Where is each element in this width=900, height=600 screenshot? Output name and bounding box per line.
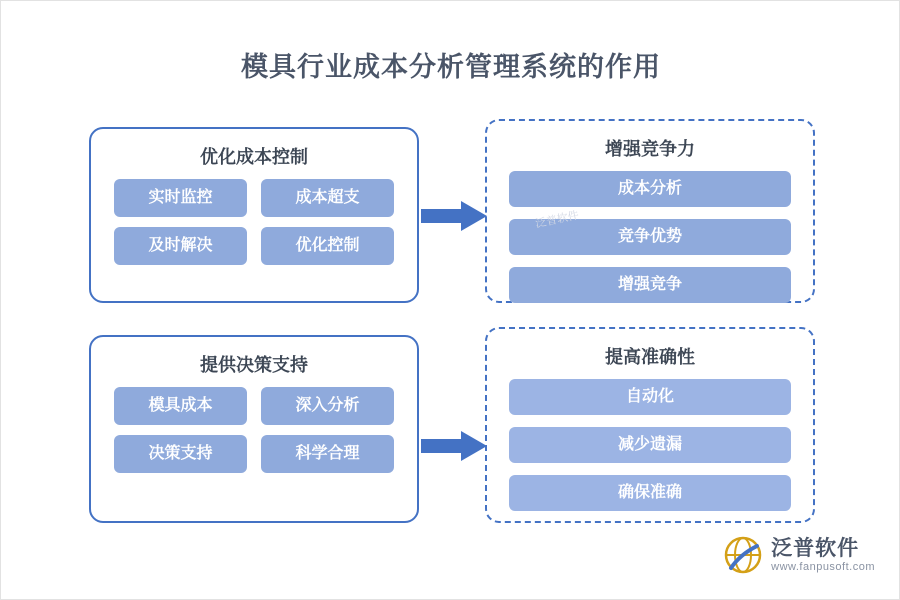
logo-text-block [771,537,875,574]
panel-title-decision: 提供决策支持 [200,355,308,375]
chip-grid-optimize [91,179,417,265]
panel-optimize-cost-control [89,127,419,303]
arrow-right-icon [421,431,487,461]
globe-icon [723,535,763,575]
panel-accuracy [485,327,815,523]
bar-stack-accuracy [487,379,813,511]
bar-item[interactable]: 竞争优势 [509,219,791,255]
brand-logo [723,535,875,575]
chip-item[interactable]: 及时解决 [114,227,247,265]
logo-name: 泛普软件 [771,536,860,560]
panel-title-competitiveness: 增强竞争力 [605,139,695,159]
chip-item[interactable]: 科学合理 [261,435,394,473]
panel-title-accuracy: 提高准确性 [605,347,695,367]
logo-url: www.fanpusoft.com [771,560,875,573]
chip-grid-decision [91,387,417,473]
bar-item[interactable]: 确保准确 [509,475,791,511]
bar-stack-competitiveness [487,171,813,303]
panel-title-optimize: 优化成本控制 [200,147,308,167]
bar-item[interactable]: 自动化 [509,379,791,415]
bar-item[interactable]: 成本分析 [509,171,791,207]
panel-competitiveness [485,119,815,303]
chip-item[interactable]: 优化控制 [261,227,394,265]
chip-item[interactable]: 模具成本 [114,387,247,425]
chip-item[interactable]: 决策支持 [114,435,247,473]
chip-item[interactable]: 实时监控 [114,179,247,217]
arrow-right-icon [421,201,487,231]
page-title: 模具行业成本分析管理系统的作用 [241,52,661,82]
bar-item[interactable]: 增强竞争 [509,267,791,303]
chip-item[interactable]: 深入分析 [261,387,394,425]
panel-decision-support [89,335,419,523]
bar-item[interactable]: 减少遗漏 [509,427,791,463]
watermark-text: 泛普软件 [534,209,580,231]
chip-item[interactable]: 成本超支 [261,179,394,217]
